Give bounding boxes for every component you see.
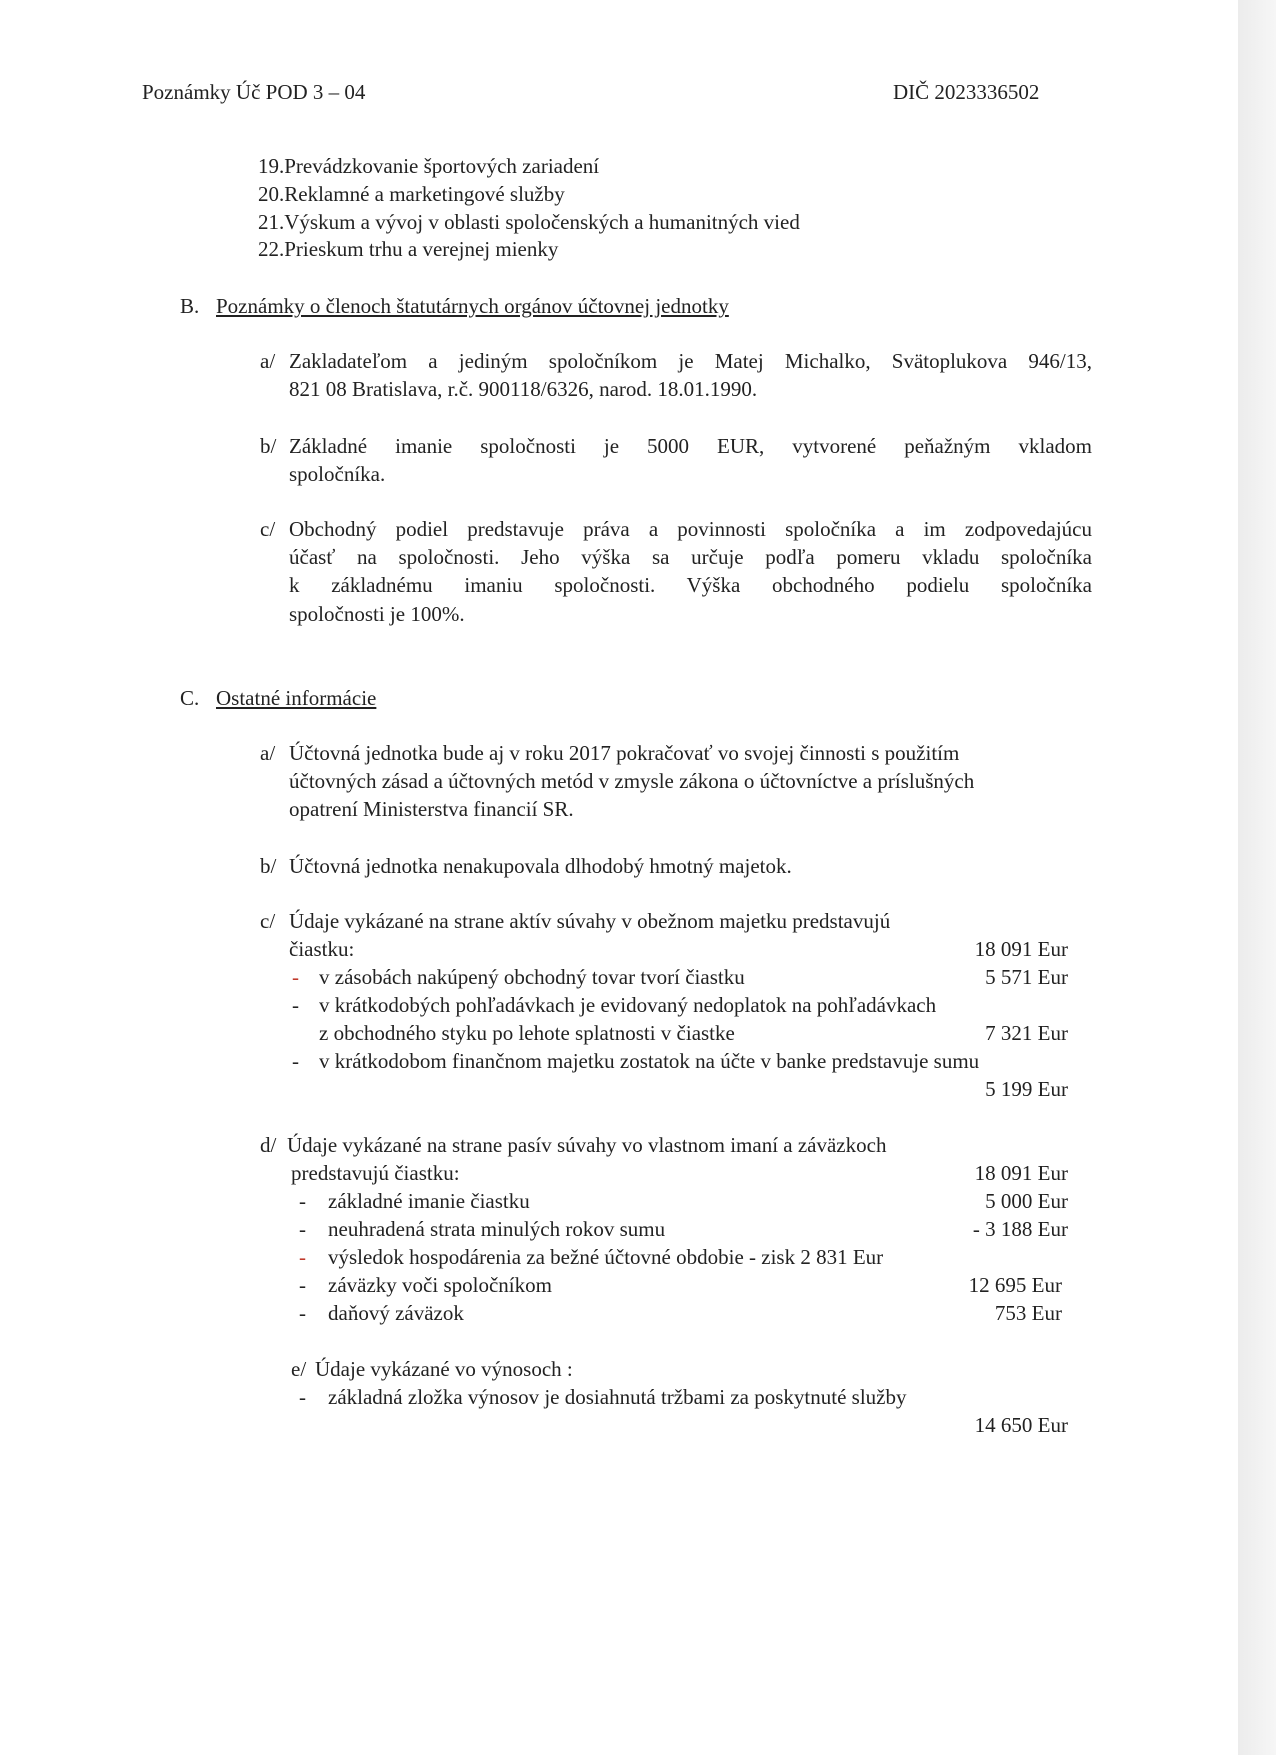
paragraph-line: účasť na spoločnosti. Jeho výška sa určuje podľa pomeru vkladu spoločníka [289,545,1092,569]
paragraph-line: predstavujú čiastku: [291,1161,460,1185]
section-b-letter: B. [180,294,200,318]
amount: 14 650 Eur [974,1413,1068,1437]
bullet-text: neuhradená strata minulých rokov sumu [328,1217,666,1241]
amount: - 3 188 Eur [972,1217,1068,1241]
bullet-text: daňový záväzok [328,1301,464,1325]
list-item: 21.Výskum a vývoj v oblasti spoločenských a humanitných vied [258,210,800,234]
bullet-text: základné imanie čiastku [328,1189,530,1213]
dash-bullet: - [299,1189,306,1213]
list-item: 20.Reklamné a marketingové služby [258,182,565,206]
paragraph-line: Údaje vykázané na strane aktív súvahy v obežnom majetku predstavujú [289,909,891,933]
item-label: d/ [260,1133,277,1157]
bullet-text: záväzky voči spoločníkom [328,1273,552,1297]
bullet-text: v zásobách nakúpený obchodný tovar tvorí čiastku [319,965,745,989]
header-right: DIČ 2023336502 [893,80,1040,104]
scan-edge [1238,0,1276,1755]
section-b-title: Poznámky o členoch štatutárnych orgánov účtovnej jednotky [216,294,729,318]
dash-bullet: - [292,1049,299,1073]
paragraph-line: účtovných zásad a účtovných metód v zmysle zákona o účtovníctve a príslušných [289,769,975,793]
item-label: c/ [260,909,276,933]
bullet-text: v krátkodobých pohľadávkach je evidovaný nedoplatok na pohľadávkach [319,993,937,1017]
dash-bullet: - [292,993,299,1017]
amount: 753 Eur [994,1301,1062,1325]
dash-bullet: - [292,965,299,989]
amount: 12 695 Eur [968,1273,1062,1297]
bullet-text: výsledok hospodárenia za bežné účtovné obdobie - zisk 2 831 Eur [328,1245,884,1269]
item-label: a/ [260,349,276,373]
amount: 5 571 Eur [985,965,1068,989]
dash-bullet: - [299,1217,306,1241]
item-label: b/ [260,434,277,458]
section-c-letter: C. [180,686,200,710]
header-left: Poznámky Úč POD 3 – 04 [142,80,366,104]
amount: 18 091 Eur [974,937,1068,961]
paragraph-line: Obchodný podiel predstavuje práva a povinnosti spoločníka a im zodpovedajúcu [289,517,1092,541]
paragraph-line: Údaje vykázané na strane pasív súvahy vo vlastnom imaní a záväzkoch [287,1133,887,1157]
paragraph-line: Účtovná jednotka bude aj v roku 2017 pokračovať vo svojej činnosti s použitím [289,741,960,765]
bullet-text: základná zložka výnosov je dosiahnutá tržbami za poskytnuté služby [328,1385,907,1409]
paragraph-line: opatrení Ministerstva financií SR. [289,797,574,821]
item-label: b/ [260,854,277,878]
item-label: a/ [260,741,276,765]
paragraph-line: čiastku: [289,937,355,961]
item-label: e/ [291,1357,307,1381]
dash-bullet: - [299,1245,306,1269]
amount: 7 321 Eur [985,1021,1068,1045]
list-item: 22.Prieskum trhu a verejnej mienky [258,237,559,261]
paragraph-line: 821 08 Bratislava, r.č. 900118/6326, narod. 18.01.1990. [289,377,758,401]
dash-bullet: - [299,1273,306,1297]
paragraph-line: spoločnosti je 100%. [289,602,465,626]
amount: 18 091 Eur [974,1161,1068,1185]
section-c-title: Ostatné informácie [216,686,377,710]
bullet-text: v krátkodobom finančnom majetku zostatok na účte v banke predstavuje sumu [319,1049,980,1073]
amount: 5 199 Eur [985,1077,1068,1101]
paragraph-line: Základné imanie spoločnosti je 5000 EUR, vytvorené peňažným vkladom [289,434,1092,458]
amount: 5 000 Eur [985,1189,1068,1213]
paragraph-line: spoločníka. [289,462,386,486]
dash-bullet: - [299,1385,306,1409]
list-item: 19.Prevádzkovanie športových zariadení [258,154,600,178]
paragraph-line: Zakladateľom a jediným spoločníkom je Matej Michalko, Svätoplukova 946/13, [289,349,1092,373]
paragraph-line: k základnému imaniu spoločnosti. Výška obchodného podielu spoločníka [289,573,1092,597]
dash-bullet: - [299,1301,306,1325]
paragraph-line: Údaje vykázané vo výnosoch : [315,1357,573,1381]
bullet-text: z obchodného styku po lehote splatnosti v čiastke [319,1021,735,1045]
paragraph-line: Účtovná jednotka nenakupovala dlhodobý hmotný majetok. [289,854,792,878]
item-label: c/ [260,517,276,541]
